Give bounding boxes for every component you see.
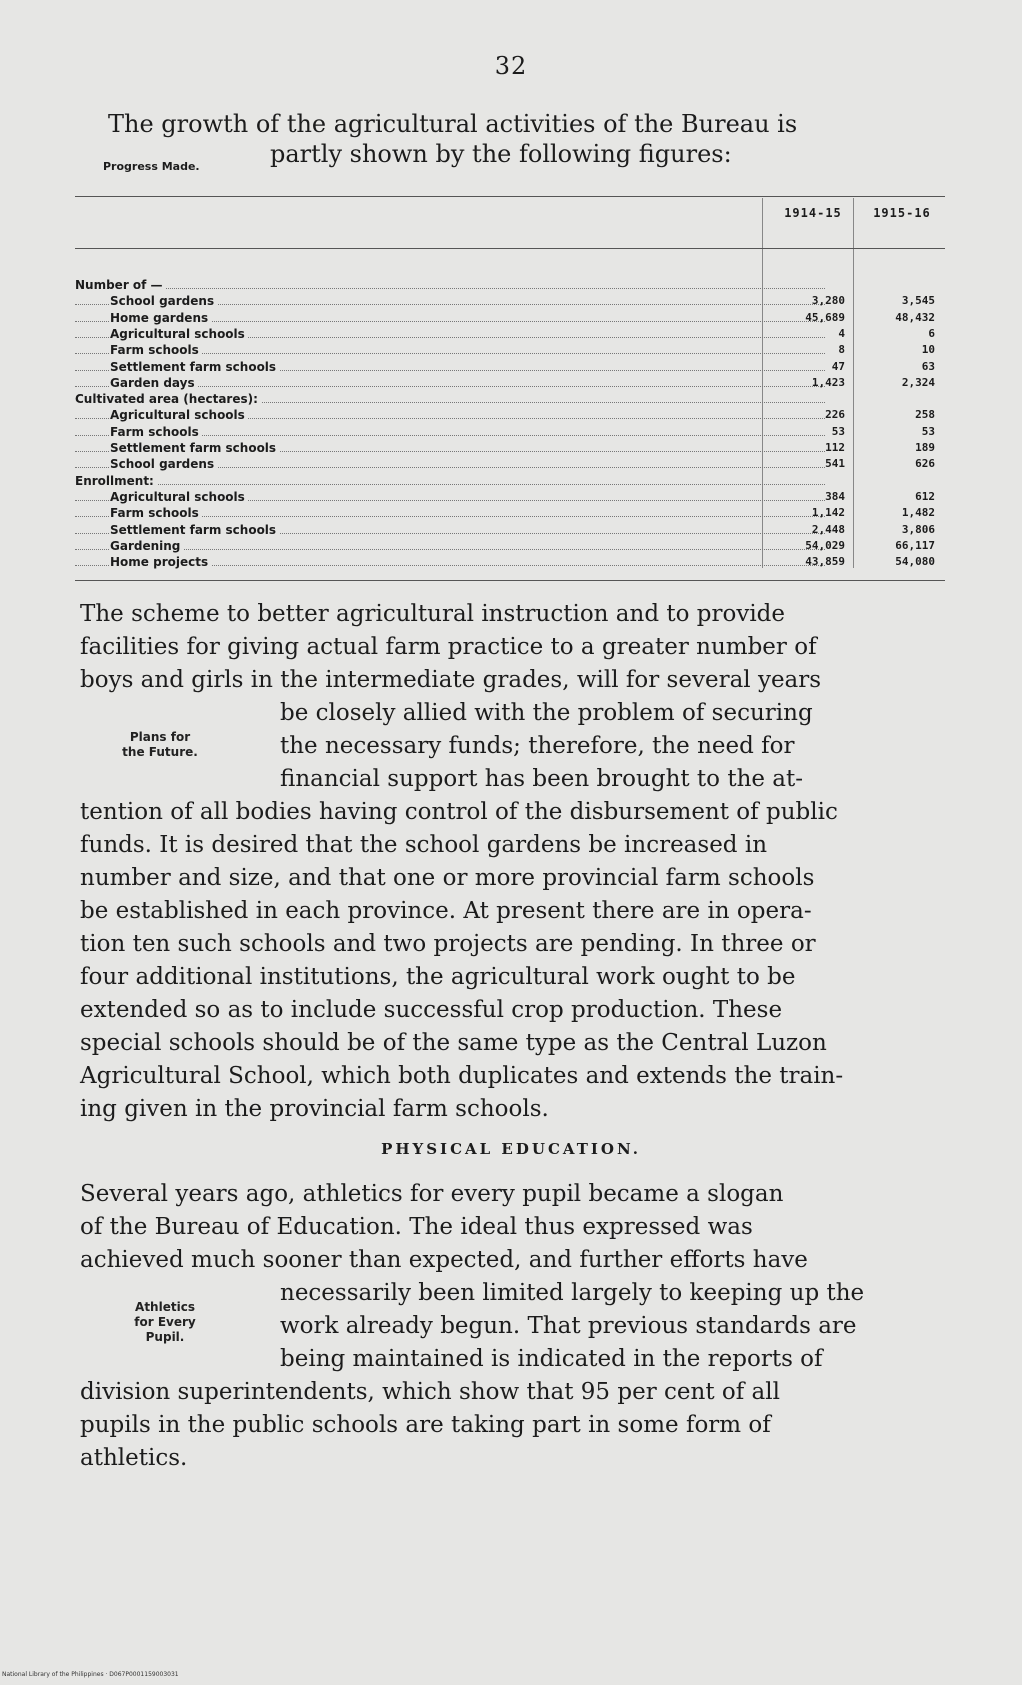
text-line: achieved much sooner than expected, and further efforts have <box>80 1247 808 1273</box>
value-1914-15: 541 <box>825 457 845 471</box>
value-1915-16: 3,806 <box>901 522 935 536</box>
row-label: Cultivated area (hectares): <box>75 392 261 406</box>
value-1914-15: 112 <box>825 441 845 454</box>
value-1914-15: 8 <box>838 343 845 357</box>
table-row <box>75 506 945 520</box>
text-line: pupils in the public schools are taking part in some form of <box>80 1412 771 1438</box>
table-bottom-rule <box>75 580 945 581</box>
text-line: division superintendents, which show that 95 per cent of all <box>80 1379 780 1405</box>
value-1915-16: 626 <box>915 457 935 471</box>
text-line: the necessary funds; therefore, the need for <box>280 733 795 759</box>
plans-paragraph <box>80 598 945 1126</box>
value-1915-16: 66,117 <box>895 538 935 552</box>
value-1914-15: 54,029 <box>805 538 845 552</box>
text-line: funds. It is desired that the school gardens be increased in <box>80 832 768 858</box>
table-row <box>75 425 945 439</box>
intro-line-2: partly shown by the following figures: <box>270 140 732 168</box>
column-header-1915-16: 1915-16 <box>873 206 931 220</box>
value-1914-15: 2,448 <box>811 522 845 536</box>
table-row <box>75 311 945 325</box>
margin-note-plans: Plans for the Future. <box>122 730 198 759</box>
text-line: work already begun. That previous standards are <box>280 1313 857 1339</box>
value-1914-15: 45,689 <box>805 310 845 324</box>
leader-dots <box>75 484 825 485</box>
value-1914-15: 384 <box>825 489 845 503</box>
footer-credit: National Library of the Philippines · D067P0001159003031 <box>2 1671 179 1678</box>
value-1915-16: 6 <box>928 326 935 340</box>
row-label: Agricultural schools <box>110 490 248 504</box>
table-row <box>75 294 945 308</box>
margin-note-progress: Progress Made. <box>103 160 200 173</box>
value-1914-15: 226 <box>825 408 845 422</box>
row-label: Farm schools <box>110 506 202 520</box>
table-row <box>75 327 945 341</box>
row-label: Farm schools <box>110 343 202 357</box>
text-line: necessarily been limited largely to keeping up the <box>280 1280 865 1306</box>
leader-dots <box>75 549 825 550</box>
value-1914-15: 3,280 <box>811 294 845 308</box>
table-row <box>75 490 945 504</box>
text-line: tention of all bodies having control of the disbursement of public <box>80 799 838 825</box>
value-1915-16: 1,482 <box>901 506 935 520</box>
text-line: being maintained is indicated in the reports of <box>280 1346 823 1372</box>
row-label: Farm schools <box>110 425 202 439</box>
table-row <box>75 441 945 455</box>
value-1914-15: 4 <box>838 326 845 340</box>
row-label: Settlement farm schools <box>110 523 279 537</box>
value-1915-16: 258 <box>915 408 935 422</box>
text-line: facilities for giving actual farm practice to a greater number of <box>80 634 817 660</box>
text-line: number and size, and that one or more provincial farm schools <box>80 865 815 891</box>
row-label: Home projects <box>110 555 211 569</box>
value-1915-16: 54,080 <box>895 555 935 569</box>
row-label: School gardens <box>110 457 217 471</box>
row-label: Settlement farm schools <box>110 441 279 455</box>
value-1914-15: 43,859 <box>805 555 845 569</box>
row-label: Enrollment: <box>75 474 157 488</box>
row-label: Gardening <box>110 539 183 553</box>
row-label: Garden days <box>110 376 198 390</box>
value-1915-16: 48,432 <box>895 310 935 324</box>
text-line: Agricultural School, which both duplicates and extends the train- <box>80 1063 844 1089</box>
intro-line-1: The growth of the agricultural activities of the Bureau is <box>108 110 798 138</box>
text-line: financial support has been brought to the at- <box>280 766 804 792</box>
text-line: four additional institutions, the agricultural work ought to be <box>80 964 796 990</box>
text-line: of the Bureau of Education. The ideal thus expressed was <box>80 1214 753 1240</box>
text-line: ing given in the provincial farm schools. <box>80 1096 549 1122</box>
row-label: Settlement farm schools <box>110 360 279 374</box>
margin-note-athletics: Athletics for Every Pupil. <box>134 1300 196 1344</box>
value-1914-15: 53 <box>831 424 845 438</box>
table-row <box>75 360 945 374</box>
leader-dots <box>75 288 825 289</box>
value-1915-16: 3,545 <box>901 294 935 308</box>
value-1914-15: 1,423 <box>811 375 845 389</box>
table-row <box>75 408 945 422</box>
text-line: tion ten such schools and two projects are pending. In three or <box>80 931 816 957</box>
section-heading: PHYSICAL EDUCATION. <box>381 1140 641 1158</box>
value-1914-15: 47 <box>831 359 845 373</box>
value-1915-16: 63 <box>921 359 935 373</box>
table-top-rule <box>75 196 945 197</box>
text-line: boys and girls in the intermediate grades, will for several years <box>80 667 822 693</box>
value-1914-15: 1,142 <box>811 506 845 520</box>
table-row <box>75 376 945 390</box>
row-label: Agricultural schools <box>110 327 248 341</box>
value-1915-16: 2,324 <box>901 375 935 389</box>
text-line: special schools should be of the same type as the Central Luzon <box>80 1030 827 1056</box>
page-number: 32 <box>494 52 528 80</box>
text-line: The scheme to better agricultural instruction and to provide <box>80 601 786 627</box>
table-row <box>75 343 945 357</box>
table-row <box>75 539 945 553</box>
table-row <box>75 474 945 488</box>
table-row <box>75 392 945 406</box>
table-row <box>75 555 945 569</box>
text-line: extended so as to include successful crop production. These <box>80 997 783 1023</box>
value-1915-16: 53 <box>921 424 935 438</box>
text-line: athletics. <box>80 1445 188 1471</box>
value-1915-16: 612 <box>915 489 935 503</box>
text-line: Several years ago, athletics for every pupil became a slogan <box>80 1181 784 1207</box>
row-label: Number of — <box>75 278 166 292</box>
row-label: School gardens <box>110 294 217 308</box>
row-label: Agricultural schools <box>110 408 248 422</box>
table-row <box>75 457 945 471</box>
text-line: be established in each province. At present there are in opera- <box>80 898 812 924</box>
column-header-1914-15: 1914-15 <box>784 206 842 220</box>
table-header-rule <box>75 248 945 249</box>
text-line: be closely allied with the problem of securing <box>280 700 813 726</box>
table-row <box>75 278 945 292</box>
row-label: Home gardens <box>110 311 211 325</box>
value-1915-16: 189 <box>915 441 935 454</box>
table-row <box>75 523 945 537</box>
value-1915-16: 10 <box>921 343 935 357</box>
